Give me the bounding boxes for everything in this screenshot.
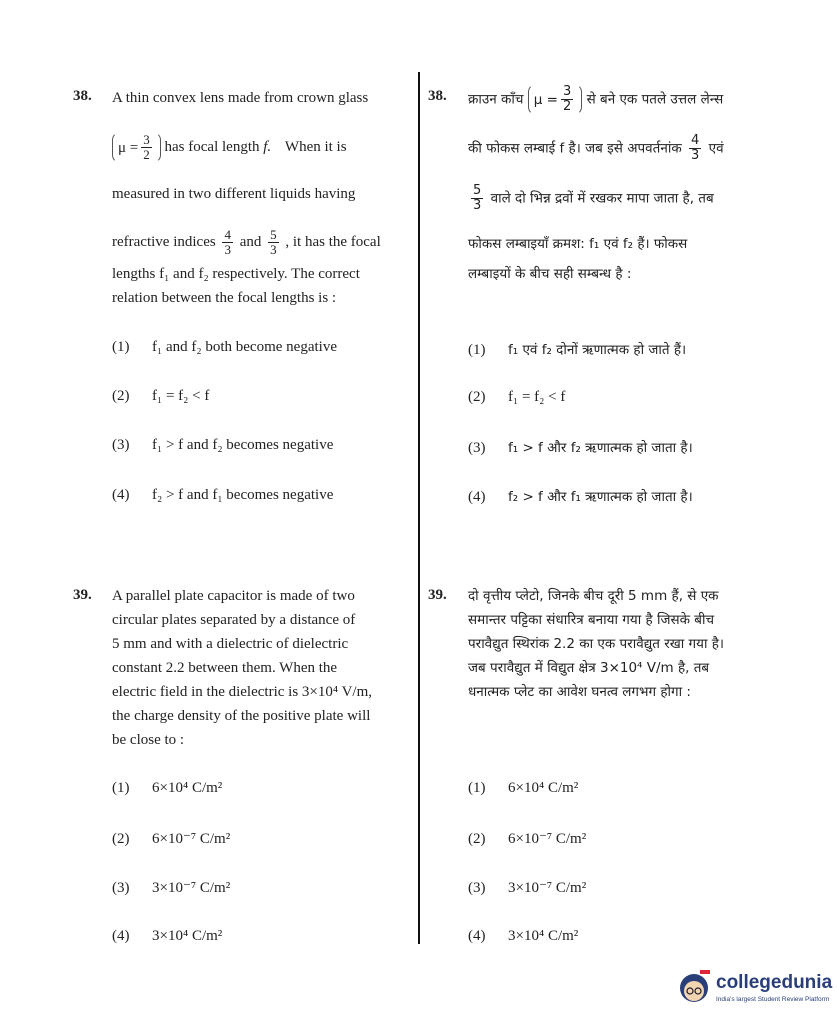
q38-hi-line2: की फोकस लम्बाई f है। जब इसे अपवर्तनांक $\frac{4}{3}$ एवं <box>468 133 724 163</box>
q39-hi-line5: धनात्मक प्लेट का आवेश घनत्व लगभग होगा : <box>468 684 691 700</box>
q38-en-line6: relation between the focal lengths is : <box>112 290 337 306</box>
q39-en-line1: A parallel plate capacitor is made of two <box>112 588 355 604</box>
q38-en-option-2[interactable]: (2) f₁ = f₂ < f <box>112 388 210 404</box>
q38-en-option-3[interactable]: (3) f₁ > f and f₂ becomes negative <box>112 437 334 453</box>
q38-en-line2: μ = $\frac{3}{2}$ has focal length f. When it is <box>112 132 347 163</box>
mu-expression-hi: μ = $\frac{3}{2}$ <box>528 84 582 115</box>
q39-en-line6: the charge density of the positive plate will <box>112 708 371 724</box>
q38-en-option-1[interactable]: (1) f₁ and f₂ both become negative <box>112 339 337 355</box>
q38-hi-option-3[interactable]: (3) f₁ > f और f₂ ऋणात्मक हो जाता है। <box>468 440 693 456</box>
q38-en-line1: A thin convex lens made from crown glass <box>112 90 369 106</box>
q38-hi-option-4[interactable]: (4) f₂ > f और f₁ ऋणात्मक हो जाता है। <box>468 489 693 505</box>
q39-hi-option-4[interactable]: (4) 3×10⁴ C/m² <box>468 928 579 944</box>
q39-number-hi: 39. <box>428 587 447 603</box>
q38-hi-option-1[interactable]: (1) f₁ एवं f₂ दोनों ऋणात्मक हो जाते हैं। <box>468 342 687 358</box>
q39-en-line4: constant 2.2 between them. When the <box>112 660 338 676</box>
q38-number-hi: 38. <box>428 88 447 104</box>
q38-hi-line3: $\frac{5}{3}$ वाले दो भिन्न द्रवों में रखकर मापा जाता है, तब <box>473 183 714 213</box>
column-divider <box>418 72 420 944</box>
q39-number-en: 39. <box>73 587 92 603</box>
q39-hi-line3: परावैद्युत स्थिरांक 2.2 का एक परावैद्युत रखा गया है। <box>468 636 725 652</box>
q39-en-option-3[interactable]: (3) 3×10⁻⁷ C/m² <box>112 880 231 896</box>
q39-hi-option-1[interactable]: (1) 6×10⁴ C/m² <box>468 780 579 796</box>
q39-en-line5: electric field in the dielectric is 3×10⁴ V/m, <box>112 684 372 700</box>
q38-en-line4: refractive indices $\frac{4}{3}$ and $\frac{5}{3}$ , it has the focal <box>112 227 381 257</box>
q39-en-line3: 5 mm and with a dielectric of dielectric <box>112 636 349 652</box>
q38-hi-option-2[interactable]: (2) f₁ = f₂ < f <box>468 389 566 405</box>
q39-en-line2: circular plates separated by a distance of <box>112 612 356 628</box>
q39-hi-line2: समान्तर पट्टिका संधारित्र बनाया गया है जिसके बीच <box>468 612 715 628</box>
q39-en-option-1[interactable]: (1) 6×10⁴ C/m² <box>112 780 223 796</box>
q38-en-line3: measured in two different liquids having <box>112 186 356 202</box>
q38-hi-line4: फोकस लम्बाइयाँ क्रमश: f₁ एवं f₂ हैं। फोकस <box>468 236 688 252</box>
q38-en-line5: lengths f₁ and f₂ respectively. The correct <box>112 266 360 282</box>
q38-hi-line5: लम्बाइयों के बीच सही सम्बन्ध है : <box>468 266 632 282</box>
q38-en-option-4[interactable]: (4) f₂ > f and f₁ becomes negative <box>112 487 334 503</box>
mu-expression: μ = $\frac{3}{2}$ <box>112 132 161 163</box>
brand-name: collegedunia <box>716 972 833 993</box>
q39-hi-line1: दो वृत्तीय प्लेटो, जिनके बीच दूरी 5 mm हैं, से एक <box>468 588 719 604</box>
q38-hi-line1: क्राउन काँच μ = $\frac{3}{2}$ से बने एक पतले उत्तल लेन्स <box>468 84 724 114</box>
q39-hi-option-2[interactable]: (2) 6×10⁻⁷ C/m² <box>468 831 587 847</box>
q38-number-en: 38. <box>73 88 92 104</box>
q39-en-line7: be close to : <box>112 732 185 748</box>
q39-en-option-2[interactable]: (2) 6×10⁻⁷ C/m² <box>112 831 231 847</box>
q39-en-option-4[interactable]: (4) 3×10⁴ C/m² <box>112 928 223 944</box>
q39-hi-line4: जब परावैद्युत में विद्युत क्षेत्र 3×10⁴ V/m है, तब <box>468 660 710 676</box>
q39-hi-option-3[interactable]: (3) 3×10⁻⁷ C/m² <box>468 880 587 896</box>
brand-tagline: India's largest Student Review Platform <box>716 996 830 1003</box>
